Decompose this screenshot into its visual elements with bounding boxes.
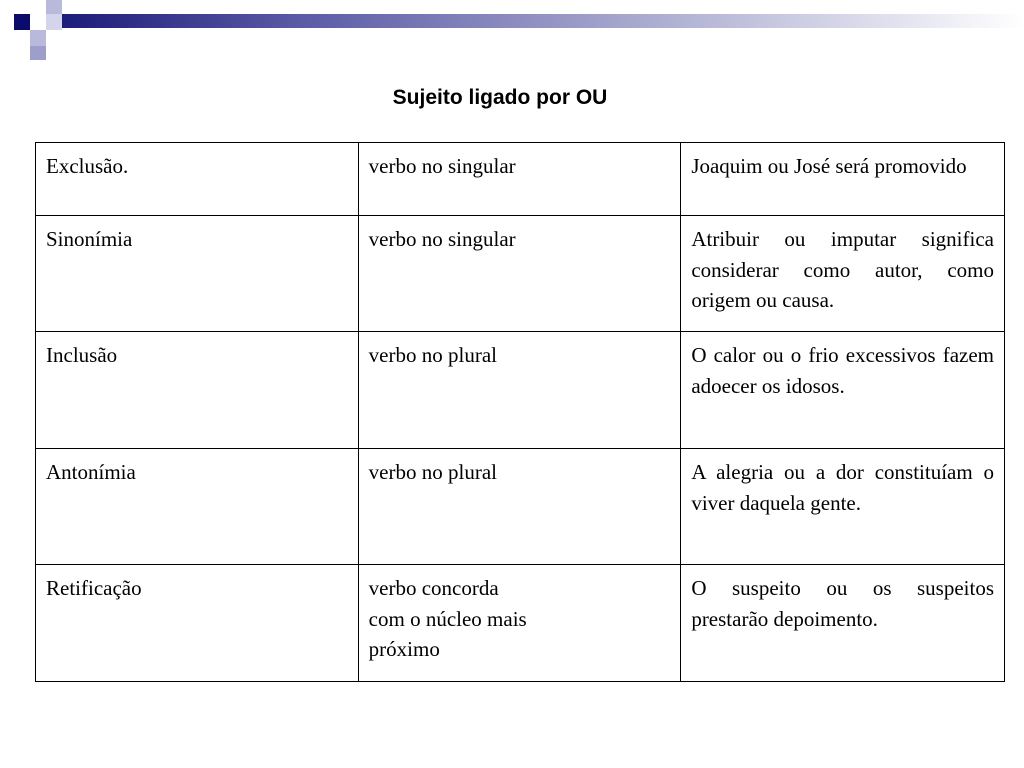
table-row bbox=[36, 449, 1005, 565]
rules-table bbox=[35, 142, 1005, 682]
example-cell: O suspeito ou os suspeitos prestarão depoimento. bbox=[681, 565, 1005, 682]
rule-line: próximo bbox=[368, 637, 440, 661]
rule-line: verbo no singular bbox=[368, 227, 516, 251]
rule-cell bbox=[358, 565, 681, 682]
example-cell: Atribuir ou imputar significa considerar como autor, como origem ou causa. bbox=[681, 216, 1005, 332]
rule-cell bbox=[358, 449, 681, 565]
example-cell: Joaquim ou José será promovido bbox=[681, 143, 1005, 216]
table-row bbox=[36, 216, 1005, 332]
decor-square bbox=[30, 30, 46, 46]
type-cell: Exclusão. bbox=[36, 143, 359, 216]
decor-square bbox=[30, 46, 46, 60]
rule-line: verbo concorda bbox=[368, 576, 499, 600]
decor-square bbox=[14, 14, 30, 30]
slide-title: Sujeito ligado por OU bbox=[392, 86, 608, 109]
example-cell: A alegria ou a dor constituíam o viver daquela gente. bbox=[681, 449, 1005, 565]
table-row bbox=[36, 143, 1005, 216]
rule-cell bbox=[358, 332, 681, 449]
decor-square bbox=[46, 0, 62, 14]
example-cell: O calor ou o frio excessivos fazem adoecer os idosos. bbox=[681, 332, 1005, 449]
header-gradient-bar bbox=[62, 14, 1024, 28]
rule-line: verbo no plural bbox=[368, 343, 497, 367]
type-cell: Inclusão bbox=[36, 332, 359, 449]
rule-line: verbo no singular bbox=[368, 154, 516, 178]
table-row bbox=[36, 565, 1005, 682]
rule-line: verbo no plural bbox=[368, 460, 497, 484]
table-row bbox=[36, 332, 1005, 449]
type-cell: Sinonímia bbox=[36, 216, 359, 332]
rule-cell bbox=[358, 216, 681, 332]
rule-line: com o núcleo mais bbox=[368, 606, 527, 631]
type-cell: Retificação bbox=[36, 565, 359, 682]
decor-square bbox=[46, 14, 62, 30]
rule-cell bbox=[358, 143, 681, 216]
type-cell: Antonímia bbox=[36, 449, 359, 565]
